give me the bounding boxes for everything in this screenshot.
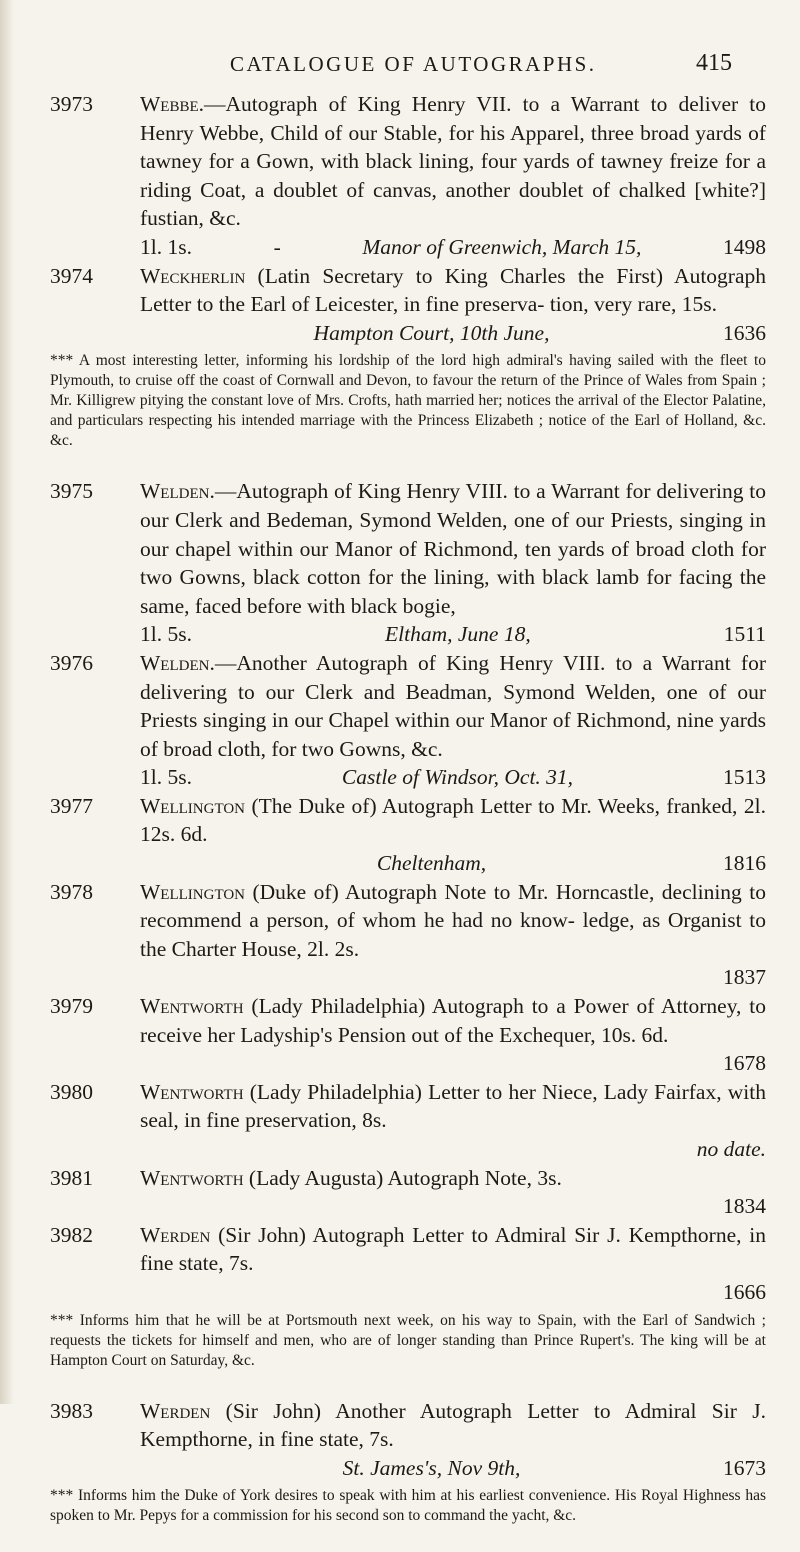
entry-name: Wellington bbox=[140, 793, 245, 818]
catalogue-entry bbox=[36, 1221, 766, 1307]
entry-note: *** Informs him the Duke of York desires to speak with him at his earliest convenience. His Royal Highness has spoken to Mr. Pepys for a commission for his second son to command the yacht, &c. bbox=[50, 1487, 766, 1525]
entry-description: (Lady Philadelphia) Autograph to a Power of Attorney, to receive her Ladyship's Pension out of the Exchequer, 10s. 6d. bbox=[140, 994, 767, 1047]
entry-name: Werden bbox=[140, 1398, 211, 1423]
entry-description: (Lady Augusta) Autograph Note, 3s. bbox=[248, 1165, 562, 1190]
entry-year: 1678 bbox=[723, 1051, 766, 1076]
entry-number: 3975 bbox=[50, 479, 93, 504]
entry-note: *** Informs him that he will be at Portsmouth next week, on his way to Spain, with the Earl of Sandwich ; requests the tickets for himself and men, who are of longer standing than Prince Rupert's. The king will be at Hampton Court on Saturday, &c. bbox=[50, 1311, 766, 1369]
entry-description: (Sir John) Another Autograph Letter to Admiral Sir J. Kempthorne, in fine state, 7s. bbox=[140, 1398, 767, 1452]
entry-year: 1666 bbox=[723, 1279, 766, 1304]
entry-number: 3980 bbox=[50, 1079, 93, 1104]
entry-tail bbox=[140, 620, 766, 649]
entry-description: —Autograph of King Henry VIII. to a Warrant for delivering to our Clerk and Bedeman, Symond Welden, one of our Priests, singing in our chapel within our Manor of Richmond, ten yards of broad cloth for two Gowns, black cotton for the lining, with black lamb for facing the same, faced before with black bogie, bbox=[140, 479, 766, 618]
entry-number: 3983 bbox=[50, 1398, 93, 1423]
entry-number: 3982 bbox=[50, 1222, 93, 1247]
entry-year: no date. bbox=[696, 1137, 766, 1161]
entry-name: Welden. bbox=[140, 479, 215, 504]
entry-tail bbox=[140, 1454, 766, 1483]
entry-number: 3974 bbox=[50, 263, 93, 288]
entry-number: 3981 bbox=[50, 1165, 93, 1190]
entry-name: Wentworth bbox=[140, 994, 244, 1019]
entry-description: (Sir John) Autograph Letter to Admiral Sir J. Kempthorne, in fine state, 7s. bbox=[140, 1222, 767, 1276]
entry-name: Wentworth bbox=[140, 1165, 244, 1190]
entry-year: 1834 bbox=[723, 1194, 766, 1219]
catalogue-entry bbox=[36, 792, 766, 878]
catalogue-entry bbox=[36, 262, 766, 348]
entry-name: Welden. bbox=[140, 650, 215, 675]
entry-year: 1816 bbox=[723, 851, 766, 876]
entry-number: 3979 bbox=[50, 994, 93, 1019]
catalogue-entry bbox=[36, 1164, 766, 1221]
entry-tail: 1l. 1s. - Manor of Greenwich, March 15, 1498 bbox=[140, 233, 766, 262]
entry-name: Webbe. bbox=[140, 92, 205, 116]
entry-description: (Latin Secretary to King Charles the First) Autograph Letter to the Earl of Leicester, in fine preserva- tion, very rare, 15s. bbox=[140, 263, 766, 317]
entry-place: Hampton Court, 10th June, bbox=[313, 320, 550, 345]
entry-place: St. James's, Nov 9th, bbox=[342, 1455, 521, 1480]
running-title: CATALOGUE OF AUTOGRAPHS. bbox=[230, 52, 597, 76]
entry-tail bbox=[140, 849, 766, 878]
entry-year: 1636 bbox=[723, 320, 766, 345]
entry-number: 3977 bbox=[50, 793, 93, 818]
entry-name: Wentworth bbox=[140, 1079, 244, 1104]
entry-place: Cheltenham, bbox=[376, 851, 487, 876]
entry-description: —Another Autograph of King Henry VIII. to a Warrant for delivering to our Clerk and Beadman, Symond Welden, one of our Priests singing in our Chapel within our Manor of Richmond, nine yards of broad cloth, for two Gowns, &c. bbox=[140, 650, 766, 761]
entry-year: 1498 bbox=[722, 234, 766, 259]
entry-name: Weckherlin bbox=[140, 263, 246, 288]
entry-description: (Lady Philadelphia) Letter to her Niece, Lady Fairfax, with seal, in fine preservation, 8s. bbox=[140, 1079, 767, 1133]
entry-year: 1673 bbox=[723, 1455, 766, 1480]
page-number: 415 bbox=[696, 50, 732, 76]
page-binding-edge bbox=[0, 0, 14, 1404]
entry-year: 1837 bbox=[723, 965, 766, 990]
catalogue-entries bbox=[36, 90, 766, 1552]
catalogue-entry bbox=[36, 1397, 766, 1483]
entry-year: 1511 bbox=[723, 622, 766, 647]
running-head bbox=[120, 52, 740, 82]
entry-name: Wellington bbox=[140, 879, 245, 904]
entry-description: —Autograph of King Henry VII. to a Warrant to deliver to Henry Webbe, Child of our Stable, for his Apparel, three broad yards of tawney for a Gown, with black lining, four yards of tawney freize for a riding Coat, a doublet of canvas, another doublet of chalked [white?] fustian, &c. bbox=[140, 92, 766, 231]
catalogue-entry bbox=[36, 878, 766, 992]
entry-number: 3976 bbox=[50, 650, 93, 675]
catalogue-entry bbox=[36, 90, 766, 262]
entry-tail bbox=[140, 763, 766, 792]
entry-place: Eltham, June 18, bbox=[385, 622, 531, 647]
entry-place: Manor of Greenwich, March 15, bbox=[362, 234, 642, 259]
entry-price: 1l. 1s. bbox=[140, 234, 192, 259]
entry-number: 3973 bbox=[50, 92, 93, 116]
catalogue-entry bbox=[36, 1078, 766, 1164]
entry-tail bbox=[140, 319, 766, 348]
entry-name: Werden bbox=[140, 1222, 211, 1247]
entry-place: Castle of Windsor, Oct. 31, bbox=[341, 765, 574, 790]
entry-number: 3978 bbox=[50, 879, 93, 904]
entry-price: 1l. 5s. bbox=[140, 622, 192, 647]
catalogue-entry bbox=[36, 649, 766, 792]
entry-price: 1l. 5s. bbox=[140, 765, 192, 790]
catalogue-entry bbox=[36, 992, 766, 1078]
entry-description: (Duke of) Autograph Note to Mr. Horncastle, declining to recommend a person, of whom he had no know- ledge, as Organist to the Charter House, 2l. 2s. bbox=[140, 879, 766, 961]
entry-note: *** A most interesting letter, informing his lordship of the lord high admiral's having sailed with the fleet to Plymouth, to cruise off the coast of Cornwall and Devon, to favour the return of the Prince of Wales from Spain ; Mr. Killigrew pitying the constant love of Mrs. Crofts, hath married her; notices the arrival of the Elector Palatine, and particulars respecting his intended marriage with the Princess Elizabeth ; notice of the Earl of Holland, &c. &c. bbox=[50, 352, 766, 450]
entry-year: 1513 bbox=[722, 765, 766, 790]
catalogue-entry bbox=[36, 477, 766, 649]
entry-description: (The Duke of) Autograph Letter to Mr. Weeks, franked, 2l. 12s. 6d. bbox=[140, 793, 766, 847]
